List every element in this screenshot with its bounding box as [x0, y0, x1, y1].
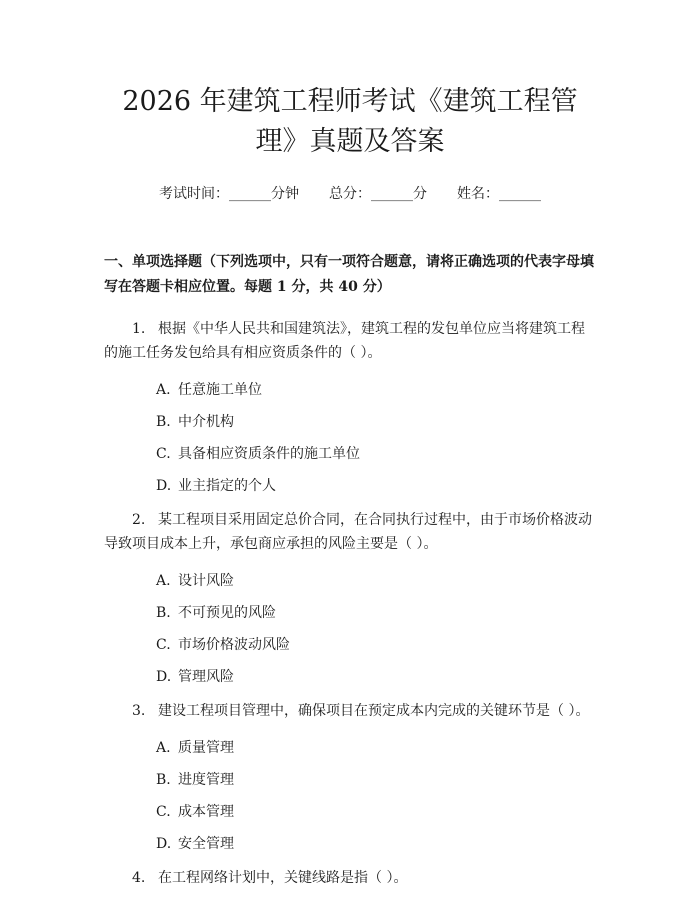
- option-d: [156, 667, 596, 687]
- option-letter: A.: [156, 382, 171, 398]
- question-number: 2.: [132, 512, 146, 528]
- option-text: 具备相应资质条件的施工单位: [178, 446, 360, 462]
- option-a: [156, 571, 596, 591]
- question-number: 1.: [132, 321, 146, 337]
- option-letter: D.: [156, 836, 172, 852]
- option-text: 安全管理: [178, 836, 234, 852]
- question-3: [104, 699, 596, 723]
- option-letter: D.: [156, 669, 172, 685]
- option-b: [156, 412, 596, 432]
- option-letter: C.: [156, 446, 171, 462]
- total-score-field: 总分：______分: [329, 186, 427, 202]
- question-2-options: [104, 571, 596, 687]
- option-letter: C.: [156, 637, 171, 653]
- question-3-options: [104, 738, 596, 854]
- option-text: 成本管理: [178, 804, 234, 820]
- question-1: [104, 317, 596, 365]
- option-text: 业主指定的个人: [178, 478, 276, 494]
- question-text: 某工程项目采用固定总价合同，在合同执行过程中，由于市场价格波动导致项目成本上升，承包商应承担的风险主要是（ ）。: [104, 512, 592, 552]
- option-text: 设计风险: [178, 573, 234, 589]
- question-number: 3.: [132, 703, 146, 719]
- option-text: 不可预见的风险: [178, 605, 276, 621]
- option-letter: D.: [156, 478, 172, 494]
- option-letter: B.: [156, 414, 171, 430]
- option-c: [156, 802, 596, 822]
- question-number: 4.: [132, 870, 146, 886]
- option-d: [156, 476, 596, 496]
- option-letter: C.: [156, 804, 171, 820]
- question-text: 根据《中华人民共和国建筑法》，建筑工程的发包单位应当将建筑工程的施工任务发包给具有相应资质条件的（ ）。: [104, 321, 585, 361]
- option-text: 市场价格波动风险: [178, 637, 290, 653]
- option-letter: A.: [156, 573, 171, 589]
- question-4: [104, 866, 596, 890]
- section-heading: 一、单项选择题（下列选项中，只有一项符合题意，请将正确选项的代表字母填写在答题卡相应位置。每题 1 分，共 40 分）: [104, 254, 594, 295]
- option-letter: B.: [156, 605, 171, 621]
- name-field: 姓名：______: [457, 186, 541, 202]
- question-text: 建设工程项目管理中，确保项目在预定成本内完成的关键环节是（ ）。: [158, 703, 590, 719]
- option-text: 质量管理: [178, 740, 234, 756]
- option-text: 中介机构: [178, 414, 234, 430]
- option-text: 进度管理: [178, 772, 234, 788]
- option-text: 管理风险: [178, 669, 234, 685]
- option-d: [156, 834, 596, 854]
- option-b: [156, 603, 596, 623]
- option-text: 任意施工单位: [178, 382, 262, 398]
- question-1-options: [104, 380, 596, 496]
- option-a: [156, 380, 596, 400]
- option-b: [156, 770, 596, 790]
- exam-info: [104, 184, 596, 204]
- option-a: [156, 738, 596, 758]
- option-letter: B.: [156, 772, 171, 788]
- option-c: [156, 635, 596, 655]
- option-letter: A.: [156, 740, 171, 756]
- option-c: [156, 444, 596, 464]
- question-text: 在工程网络计划中，关键线路是指（ ）。: [158, 870, 408, 886]
- exam-time-field: 考试时间：______分钟: [159, 186, 299, 202]
- page-title: 2026 年建筑工程师考试《建筑工程管理》真题及答案: [122, 86, 578, 157]
- question-2: [104, 508, 596, 556]
